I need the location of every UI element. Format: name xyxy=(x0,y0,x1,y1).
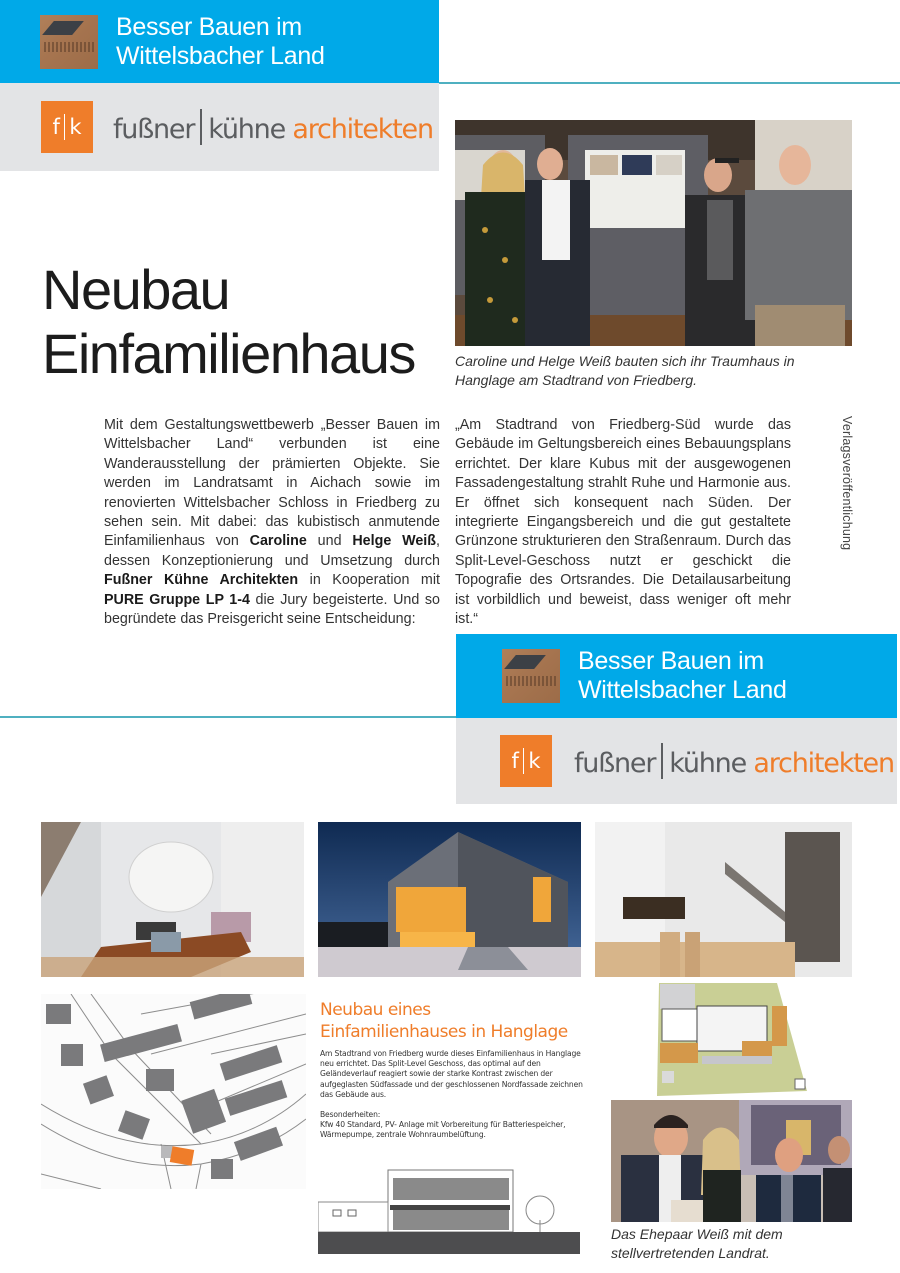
firm-banner-mid xyxy=(456,718,897,804)
info-box-title: Neubau eines Einfamilienhauses in Hanglage xyxy=(320,1000,568,1042)
firm-name: fußner kühne architekten xyxy=(113,109,433,145)
site-plan-drawing xyxy=(41,994,306,1189)
photo-interior-fireplace xyxy=(595,822,852,977)
photo-interior-dining-image xyxy=(41,822,304,977)
firm-banner-top xyxy=(0,83,439,171)
photo-interior-dining xyxy=(41,822,304,977)
firm-name: fußner kühne architekten xyxy=(574,743,894,779)
fk-logo-icon: f k xyxy=(500,735,552,787)
header-rule-top xyxy=(439,82,900,84)
photo-exterior-dusk xyxy=(318,822,581,977)
elevation-drawing-image xyxy=(318,1165,586,1260)
floor-plan xyxy=(657,981,812,1098)
photo-exhibition-group xyxy=(455,120,852,346)
side-label-advertorial: Verlagsveröffentlichung xyxy=(840,416,854,551)
info-box-features: Kfw 40 Standard, PV- Anlage mit Vorbereitung für Batteriespeicher, Wärmepumpe, zentrale Wohnraumbelüftung. xyxy=(320,1120,566,1140)
info-box xyxy=(320,999,590,1141)
photo-caption-bottom: Das Ehepaar Weiß mit dem stellvertretenden Landrat. xyxy=(611,1226,783,1261)
banner-title: Besser Bauen im Wittelsbacher Land xyxy=(578,647,787,704)
site-plan xyxy=(41,994,306,1189)
photo-exhibition-group-image xyxy=(455,120,852,346)
photo-exterior-dusk-image xyxy=(318,822,581,977)
photo-award-ceremony-image xyxy=(611,1100,852,1222)
floor-plan-image xyxy=(657,981,812,1098)
photo-award-ceremony xyxy=(611,1100,852,1222)
fk-logo-icon: f k xyxy=(41,101,93,153)
photo-interior-fireplace-image xyxy=(595,822,852,977)
elevation-drawing xyxy=(318,1165,586,1260)
photo-caption-top: Caroline und Helge Weiß bauten sich ihr Traumhaus in Hanglage am Stadtrand von Friedberg. xyxy=(455,353,795,388)
page-title: Neubau Einfamilienhaus xyxy=(42,258,415,385)
header-banner-top xyxy=(0,0,439,83)
header-banner-mid xyxy=(456,634,897,718)
header-rule-mid xyxy=(0,716,456,718)
info-box-features-label: Besonderheiten: xyxy=(320,1110,381,1120)
award-logo-thumbnail xyxy=(40,15,98,69)
info-box-text: Am Stadtrand von Friedberg wurde dieses Einfamilienhaus in Hanglage neu errichtet. Das Split-Level Geschoss, das optimal auf den Geländeverlauf reagiert sowie der starke Kontrast zwischen der aufgeglasten Südfassade und der geschlossenen Nordfassade zeichnen das Gebäude aus. xyxy=(320,1049,583,1099)
article-column-2: „Am Stadtrand von Friedberg-Süd wurde das Gebäude im Geltungsbereich eines Bebauungsplans errichtet. Der klare Kubus mit der ausgewogenen Fassadengestaltung strahlt Ruhe und Harmonie aus. Er öffnet sich konsequent nach Süden. Der integrierte Eingangsbereich und die gut gestaltete Grünzone strukturieren den Straßenraum. Durch das Split-Level-Geschoss nutzt er geschickt die Topografie des Ortsrandes. Die Detailausarbeitung ist vorbildlich und beweist, dass weniger oft mehr ist.“ xyxy=(455,417,791,628)
banner-title: Besser Bauen im Wittelsbacher Land xyxy=(116,12,325,70)
article-column-1: Mit dem Gestaltungswettbewerb „Besser Bauen im Wittelsbacher Land“ verbunden ist eine Wanderausstellung der prämierten Objekte. Sie werden im Landratsamt in Aichach sowie im renovierten Wittelsbacher Schloss in Friedberg zu sehen sein. Mit dabei: das kubistisch anmutende Einfamilienhaus von Caroline und Helge Weiß, dessen Konzeptionierung und Umsetzung durch Fußner Kühne Architekten in Kooperation mit PURE Gruppe LP 1-4 die Jury begeisterte. Und so begründete das Preisgericht seine Entscheidung: xyxy=(104,417,440,628)
award-logo-thumbnail xyxy=(502,649,560,703)
